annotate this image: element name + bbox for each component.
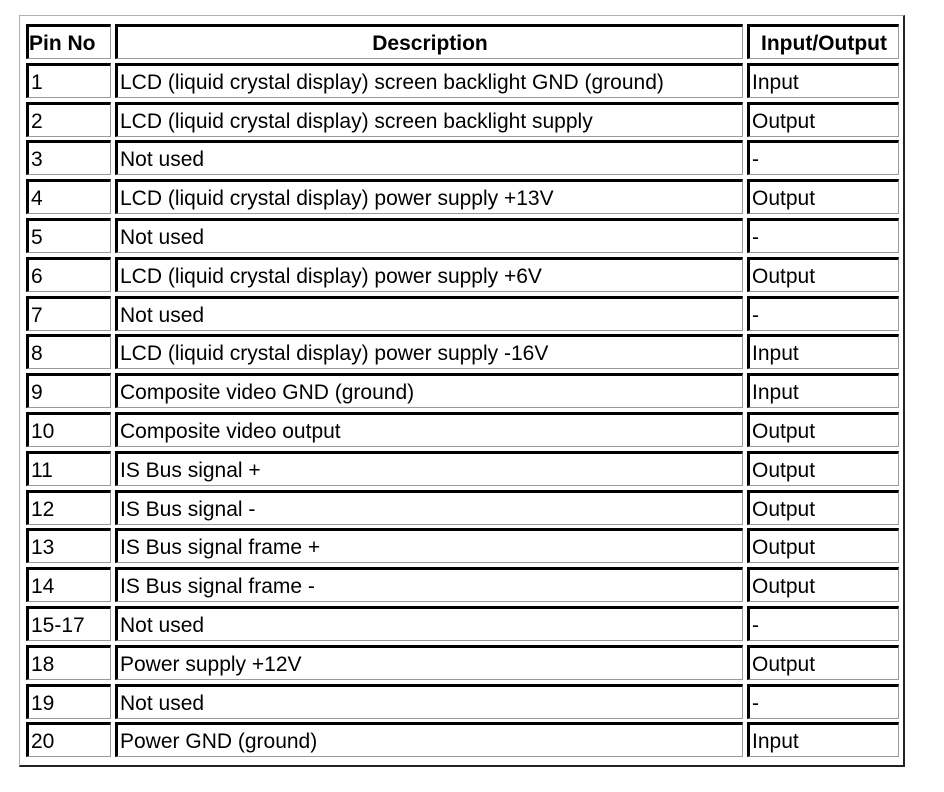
cell-pin: 3 bbox=[26, 140, 111, 175]
cell-io: Output bbox=[747, 567, 899, 602]
cell-description: LCD (liquid crystal display) power supply +6V bbox=[115, 257, 743, 292]
header-pin: Pin No bbox=[26, 24, 111, 59]
cell-pin: 18 bbox=[26, 645, 111, 680]
cell-pin: 2 bbox=[26, 102, 111, 137]
cell-io: Input bbox=[747, 63, 899, 98]
cell-description: Not used bbox=[115, 606, 743, 641]
cell-io: Output bbox=[747, 451, 899, 486]
cell-io: - bbox=[747, 218, 899, 253]
cell-pin: 15-17 bbox=[26, 606, 111, 641]
cell-pin: 5 bbox=[26, 218, 111, 253]
cell-pin: 4 bbox=[26, 179, 111, 214]
cell-pin: 20 bbox=[26, 722, 111, 757]
cell-description: Power supply +12V bbox=[115, 645, 743, 680]
cell-pin: 19 bbox=[26, 684, 111, 719]
cell-description: LCD (liquid crystal display) power supply +13V bbox=[115, 179, 743, 214]
cell-description: Composite video GND (ground) bbox=[115, 373, 743, 408]
cell-description: Power GND (ground) bbox=[115, 722, 743, 757]
cell-io: - bbox=[747, 140, 899, 175]
cell-description: LCD (liquid crystal display) screen backlight GND (ground) bbox=[115, 63, 743, 98]
header-description: Description bbox=[115, 24, 743, 59]
cell-description: LCD (liquid crystal display) power supply -16V bbox=[115, 334, 743, 369]
cell-io: Output bbox=[747, 257, 899, 292]
cell-io: Input bbox=[747, 373, 899, 408]
cell-pin: 6 bbox=[26, 257, 111, 292]
cell-description: Not used bbox=[115, 218, 743, 253]
cell-io: - bbox=[747, 296, 899, 331]
cell-pin: 12 bbox=[26, 490, 111, 525]
cell-pin: 1 bbox=[26, 63, 111, 98]
cell-pin: 9 bbox=[26, 373, 111, 408]
cell-io: Input bbox=[747, 334, 899, 369]
cell-description: Composite video output bbox=[115, 412, 743, 447]
cell-description: IS Bus signal frame + bbox=[115, 528, 743, 563]
cell-pin: 13 bbox=[26, 528, 111, 563]
cell-io: Output bbox=[747, 412, 899, 447]
cell-description: LCD (liquid crystal display) screen backlight supply bbox=[115, 102, 743, 137]
cell-io: Output bbox=[747, 179, 899, 214]
pinout-table bbox=[19, 15, 905, 767]
cell-description: IS Bus signal frame - bbox=[115, 567, 743, 602]
cell-io: Output bbox=[747, 645, 899, 680]
cell-pin: 11 bbox=[26, 451, 111, 486]
cell-description: Not used bbox=[115, 684, 743, 719]
cell-io: Output bbox=[747, 102, 899, 137]
cell-description: IS Bus signal - bbox=[115, 490, 743, 525]
cell-io: - bbox=[747, 606, 899, 641]
cell-io: Output bbox=[747, 528, 899, 563]
cell-pin: 8 bbox=[26, 334, 111, 369]
cell-io: Output bbox=[747, 490, 899, 525]
cell-io: - bbox=[747, 684, 899, 719]
cell-pin: 7 bbox=[26, 296, 111, 331]
cell-pin: 10 bbox=[26, 412, 111, 447]
cell-description: IS Bus signal + bbox=[115, 451, 743, 486]
cell-description: Not used bbox=[115, 296, 743, 331]
cell-description: Not used bbox=[115, 140, 743, 175]
header-io: Input/Output bbox=[747, 24, 899, 59]
cell-pin: 14 bbox=[26, 567, 111, 602]
cell-io: Input bbox=[747, 722, 899, 757]
